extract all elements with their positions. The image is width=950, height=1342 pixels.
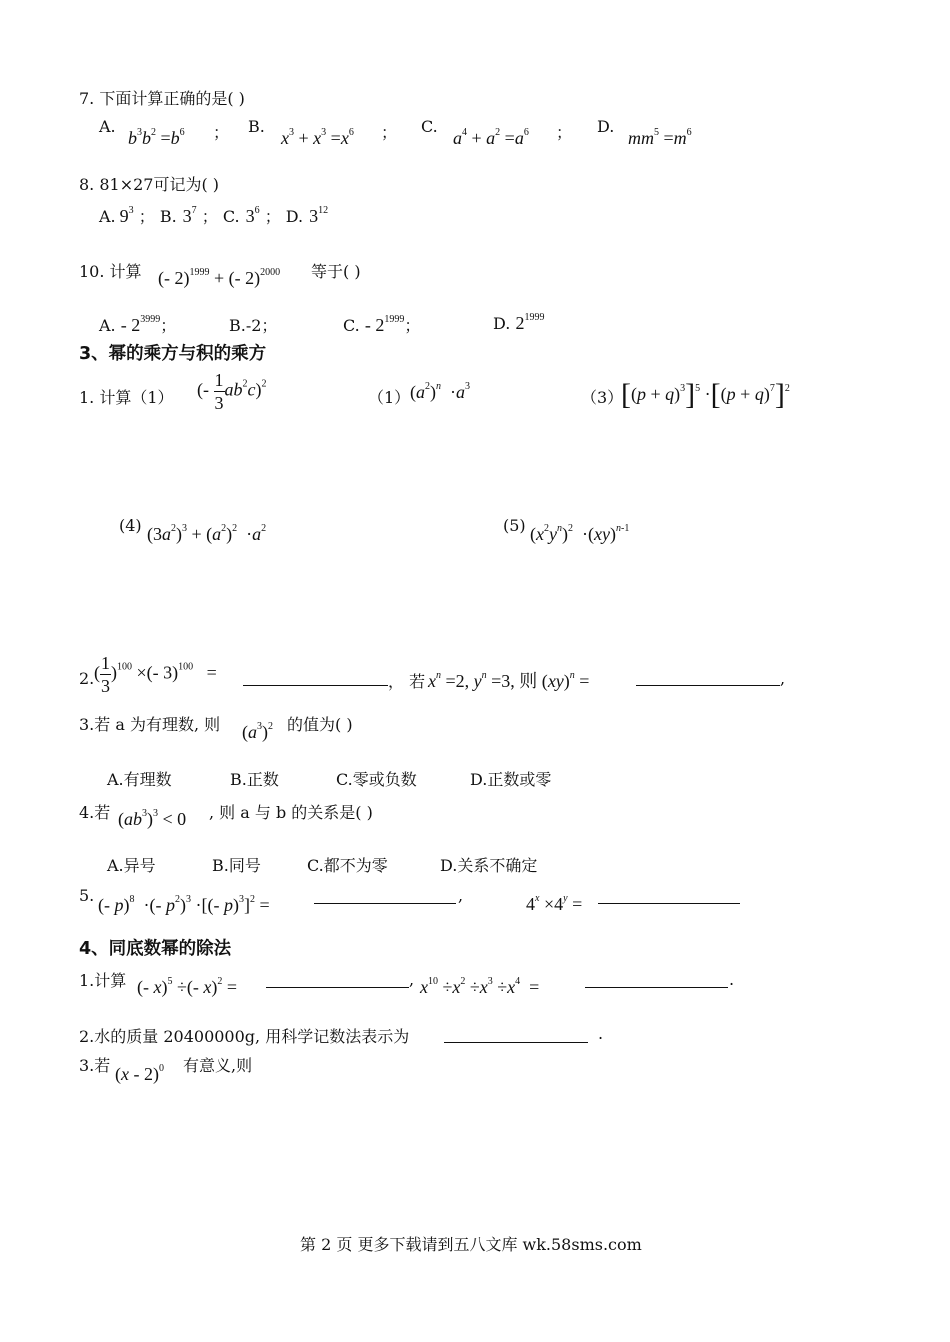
s4-q3-math: (x - 2)$^0$ <box>115 1063 164 1084</box>
s3-q5-mid: , <box>458 886 464 905</box>
s3-q5-math: (- p)$^8$ ·(- $p^2)^3$ ·[(- p)$^3$]$^2$ = <box>98 894 270 915</box>
q10-option-c: C. - $2^{1999}$； <box>343 314 421 335</box>
s4-q1-answer-blank-1[interactable] <box>266 987 409 988</box>
s3-q4-option-c: C.都不为零 <box>307 856 388 875</box>
s4-q1-math2: $x^{10} \div x^2 \div x^3 \div x^4$ = <box>420 976 540 997</box>
q7-option-c-label: C. <box>421 117 438 136</box>
s3-q5-prefix: 5. <box>79 886 95 905</box>
q8-options: A. $9^3$ ； B. $3^7$ ； C. $3^6$ ； D. $3^{12}$ <box>99 205 329 226</box>
s4-q1-end: . <box>729 970 735 989</box>
s3-q3-suffix: 的值为( ) <box>287 715 353 734</box>
q10-option-a: A. - $2^{3999}$； <box>99 314 177 335</box>
s3-q3-prefix: 3.若 a 为有理数, 则 <box>79 715 221 734</box>
s3-q3-option-a: A.有理数 <box>107 770 172 789</box>
s3-q2-math: ( $\frac{1}{3}$ )$^{100}$ ×(- 3)$^{100}$ = <box>94 653 217 696</box>
s3-q1-prefix: 1. 计算（1） <box>79 388 174 407</box>
q10-option-b: B.-2； <box>229 316 278 335</box>
s4-q2-answer-blank[interactable] <box>444 1042 588 1043</box>
s4-q3-suffix: 有意义,则 <box>183 1056 253 1075</box>
s3-q1-4-math: $(3a^2)^3 + (a^2)^2 \cdot a^2$ <box>147 523 267 544</box>
s3-q1-3-label: （3） <box>581 388 624 407</box>
q7-option-c-math: $a^4 + a^2 =a^6$ <box>453 127 529 148</box>
s3-q4-option-a: A.异号 <box>107 856 156 875</box>
s3-q1-1-math: (- $\frac{1}{3}$ $ab^2c)^2$ <box>197 370 267 413</box>
s3-q2-answer-blank-2[interactable] <box>636 685 780 686</box>
s4-q1-prefix: 1.计算 <box>79 971 127 990</box>
s3-q3-option-c: C.零或负数 <box>336 770 417 789</box>
s3-q1-5-label: (5) <box>503 516 526 535</box>
s3-q5-answer-blank-1[interactable] <box>314 903 456 904</box>
s3-q2-prefix: 2. <box>79 669 95 688</box>
s3-q4-prefix: 4.若 <box>79 803 111 822</box>
q7-semicolon-a: ； <box>213 123 230 142</box>
s4-q1-mid: , <box>409 970 415 989</box>
q7-semicolon-b: ； <box>381 123 398 142</box>
s3-q4-suffix: , 则 a 与 b 的关系是( ) <box>209 803 373 822</box>
s3-q1-2-label: （1） <box>368 388 411 407</box>
s3-q1-3-math: $[(p + q)^3]^5 \cdot[(p + q)^7]^2$ <box>621 378 790 411</box>
s3-q3-option-d: D.正数或零 <box>470 770 552 789</box>
s4-q3-prefix: 3.若 <box>79 1056 111 1075</box>
q7-semicolon-c: ； <box>556 123 573 142</box>
s3-q4-option-d: D.关系不确定 <box>440 856 538 875</box>
s3-q1-5-math: $(x^2y^n)^2 \cdot(xy)^{n-1}$ <box>530 523 630 544</box>
q7-option-d-math: $mm^5 =m^6$ <box>628 127 692 148</box>
q7-option-a-math: $b^3b^2 =b^6$ <box>128 127 185 148</box>
q7-option-b-label: B. <box>248 117 265 136</box>
section3-heading: 3、幂的乘方与积的乘方 <box>79 344 267 364</box>
s3-q2-mid: ， 若 <box>388 672 426 691</box>
q10-stem-prefix: 10. 计算 <box>79 262 142 281</box>
s3-q1-4-label: (4) <box>119 516 142 535</box>
page-footer: 第 2 页 更多下载请到五八文库 wk.58sms.com <box>300 1235 642 1254</box>
s4-q2-end: . <box>598 1024 604 1043</box>
s3-q2-condition: $x^n =2$, $y^n =3$, 则 (xy)$^n$ = <box>428 670 590 691</box>
s4-q2: 2.水的质量 20400000g, 用科学记数法表示为 <box>79 1027 410 1046</box>
q10-math: (- 2)$^{1999}$ + (- 2)$^{2000}$ <box>158 267 281 288</box>
s3-q2-answer-blank-1[interactable] <box>243 685 388 686</box>
q7-option-d-label: D. <box>597 117 615 136</box>
s3-q3-option-b: B.正数 <box>230 770 279 789</box>
s3-q2-end: , <box>780 669 786 688</box>
s3-q3-math: $(a^3)^2$ <box>242 721 273 742</box>
s3-q1-2-math: $(a^2)^n \cdot a^3$ <box>410 381 470 402</box>
q10-option-d: D. $2^{1999}$ <box>493 312 545 333</box>
q7-option-b-math: $x^3 + x^3 =x^6$ <box>281 127 354 148</box>
s3-q4-math: $(ab^3)^3 < 0$ <box>118 808 187 829</box>
q7-stem: 7. 下面计算正确的是( ) <box>79 89 245 108</box>
s4-q1-answer-blank-2[interactable] <box>585 987 728 988</box>
q8-stem: 8. 81×27可记为( ) <box>79 175 220 194</box>
q10-stem-suffix: 等于( ) <box>311 262 361 281</box>
s3-q5-answer-blank-2[interactable] <box>598 903 740 904</box>
section4-heading: 4、同底数幂的除法 <box>79 939 232 959</box>
s4-q1-math: (- x)$^5$ ÷(- x)$^2$ = <box>137 976 238 997</box>
s3-q4-option-b: B.同号 <box>212 856 261 875</box>
q7-option-a-label: A. <box>99 117 116 136</box>
s3-q5-math2: $4^x \times 4^y$ = <box>526 893 583 914</box>
